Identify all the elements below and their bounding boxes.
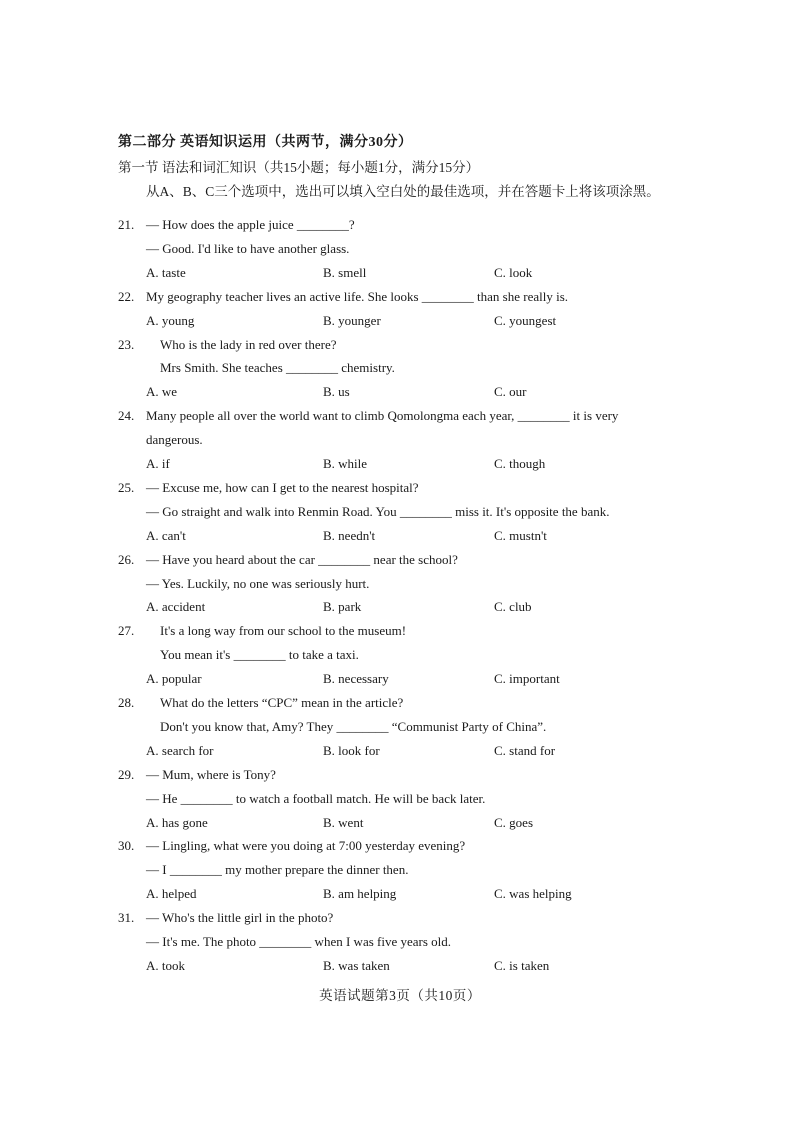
question-number: 30. (118, 838, 135, 854)
option-c: C. club (494, 599, 532, 615)
option-a: A. accident (146, 599, 206, 615)
question-text: Mrs Smith. She teaches ________ chemistry. (160, 360, 395, 376)
question-text: What do the letters “CPC” mean in the article? (160, 695, 404, 710)
subsection-title: 第一节 语法和词汇知识（共15小题；每小题1分，满分15分） (118, 160, 480, 175)
option-c: C. is taken (494, 957, 550, 973)
section-title: 第二部分 英语知识运用（共两节，满分30分） (118, 135, 413, 150)
option-a: A. young (146, 312, 195, 328)
question-number: 27. (118, 623, 135, 639)
page-footer: 英语试题第3页（共10页） (319, 988, 481, 1003)
option-c: C. stand for (494, 742, 556, 758)
option-b: B. while (323, 456, 368, 471)
question-number: 22. (118, 288, 135, 304)
option-b: B. am helping (323, 886, 397, 902)
question-number: 28. (118, 695, 135, 710)
question-number: 24. (118, 408, 135, 424)
question-text: — It's me. The photo ________ when I was five years old. (146, 934, 452, 949)
option-a: A. took (146, 957, 185, 973)
option-b: B. park (323, 599, 362, 615)
question-number: 31. (118, 910, 135, 926)
question-text: You mean it's ________ to take a taxi. (160, 647, 359, 663)
question-text: — Good. I'd like to have another glass. (146, 240, 350, 256)
option-c: C. look (494, 264, 533, 280)
question-text: — Excuse me, how can I get to the nearest hospital? (146, 479, 419, 495)
option-a: A. we (146, 384, 178, 400)
option-c: C. goes (494, 814, 533, 830)
question-text: — He ________ to watch a football match. He will be back later. (146, 790, 486, 806)
question-text: Don't you know that, Amy? They ________ “Communist Party of China”. (160, 718, 547, 734)
option-b: B. went (323, 814, 364, 830)
option-a: A. search for (146, 742, 214, 758)
question-text: My geography teacher lives an active life. She looks ________ than she really is. (146, 288, 569, 304)
option-b: B. look for (323, 742, 380, 758)
option-c: C. was helping (494, 886, 572, 902)
option-b: B. was taken (323, 957, 390, 973)
option-c: C. mustn't (494, 527, 547, 543)
question-text: — Mum, where is Tony? (146, 766, 276, 782)
option-c: C. important (494, 671, 560, 687)
question-number: 23. (118, 336, 135, 352)
question-text: — Yes. Luckily, no one was seriously hurt. (146, 575, 370, 591)
option-b: B. smell (323, 264, 367, 280)
option-a: A. taste (146, 264, 186, 280)
question-text: dangerous. (146, 432, 203, 448)
question-number: 21. (118, 217, 135, 232)
question-number: 29. (118, 766, 135, 782)
option-a: A. if (146, 456, 170, 471)
option-b: B. younger (323, 312, 381, 328)
question-text: — Go straight and walk into Renmin Road. You ________ miss it. It's opposite the bank. (146, 503, 610, 519)
question-text: — How does the apple juice ________? (146, 217, 355, 232)
option-a: A. can't (146, 527, 186, 543)
directions-text: 从A、B、C三个选项中，选出可以填入空白处的最佳选项，并在答题卡上将该项涂黑。 (146, 184, 660, 199)
option-c: C. youngest (494, 312, 557, 328)
question-text: — Lingling, what were you doing at 7:00 yesterday evening? (146, 838, 466, 854)
question-number: 26. (118, 551, 135, 567)
option-b: B. necessary (323, 671, 389, 687)
question-text: Many people all over the world want to climb Qomolongma each year, ________ it is very (146, 408, 619, 424)
option-c: C. though (494, 456, 546, 471)
question-text: — Have you heard about the car ________ near the school? (146, 551, 458, 567)
question-text: — I ________ my mother prepare the dinner then. (146, 862, 409, 878)
option-b: B. us (323, 384, 350, 400)
question-number: 25. (118, 479, 135, 495)
option-a: A. has gone (146, 814, 208, 830)
question-text: It's a long way from our school to the museum! (160, 623, 407, 639)
option-b: B. needn't (323, 527, 376, 543)
option-a: A. popular (146, 671, 202, 687)
question-text: Who is the lady in red over there? (160, 336, 337, 352)
question-text: — Who's the little girl in the photo? (146, 910, 334, 926)
option-c: C. our (494, 384, 527, 400)
option-a: A. helped (146, 886, 197, 902)
